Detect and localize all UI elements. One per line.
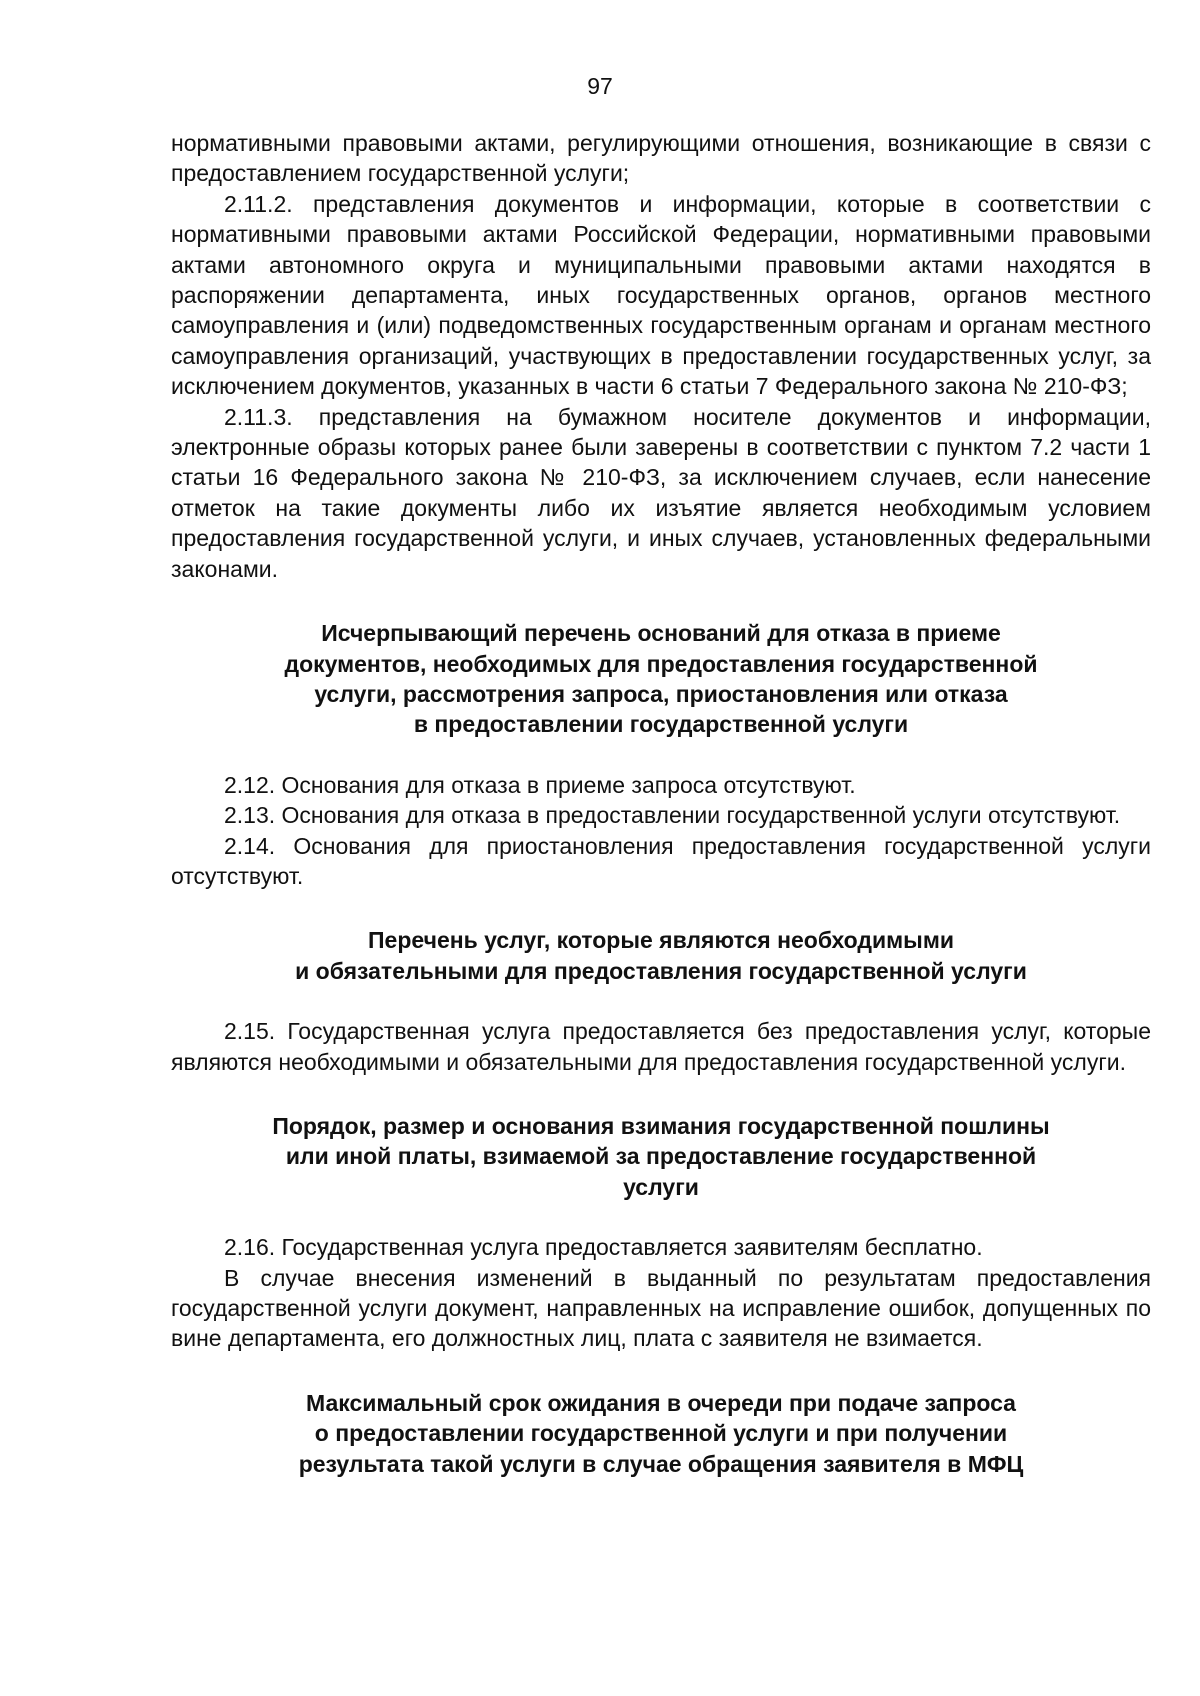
paragraph-2-11-2: 2.11.2. представления документов и информации, которые в соответствии с нормативными правовыми актами Российской Федерации, нормативными правовыми актами автономного округа и муниципальными правовыми актами находятся в распоряжении департамента, иных государственных органов, органов местного самоуправления и (или) подведомственных государственным органам и органам местного самоуправления организаций, участвующих в предоставлении государственных услуг, за исключением документов, указанных в части 6 статьи 7 Федерального закона № 210-ФЗ; <box>171 190 1151 400</box>
heading-line: Порядок, размер и основания взимания государственной пошлины <box>272 1112 1050 1139</box>
section-heading-state-fee <box>171 1111 1151 1202</box>
heading-line: услуги, рассмотрения запроса, приостановления или отказа <box>314 680 1008 707</box>
heading-line: о предоставлении государственной услуги и при получении <box>314 1420 1008 1447</box>
paragraph-2-13: 2.13. Основания для отказа в предоставлении государственной услуги отсутствуют. <box>224 802 1121 829</box>
paragraph-2-14: 2.14. Основания для приостановления предоставления государственной услуги отсутствуют. <box>171 832 1151 889</box>
paragraph-2-15: 2.15. Государственная услуга предоставляется без предоставления услуг, которые являются необходимыми и обязательными для предоставления государственной услуги. <box>171 1018 1151 1075</box>
paragraph-corrections: В случае внесения изменений в выданный по результатам предоставления государственной услуги документ, направленных на исправление ошибок, допущенных по вине департамента, его должностных лиц, плата с заявителя не взимается. <box>171 1264 1151 1352</box>
heading-line: результата такой услуги в случае обращения заявителя в МФЦ <box>298 1450 1024 1477</box>
heading-line: или иной платы, взимаемой за предоставление государственной <box>285 1143 1037 1170</box>
document-body <box>171 128 1151 1479</box>
section-heading-refusal-grounds <box>171 618 1151 740</box>
heading-line: документов, необходимых для предоставления государственной <box>284 650 1038 677</box>
paragraph-2-12: 2.12. Основания для отказа в приеме запроса отсутствуют. <box>224 771 856 798</box>
heading-line: и обязательными для предоставления государственной услуги <box>295 957 1027 984</box>
paragraph-continuation: нормативными правовыми актами, регулирующими отношения, возникающие в связи с предоставлением государственной услуги; <box>171 130 1151 187</box>
heading-line: Перечень услуг, которые являются необходимыми <box>368 927 954 954</box>
heading-line: Исчерпывающий перечень оснований для отказа в приеме <box>321 620 1001 647</box>
section-heading-required-services <box>171 925 1151 986</box>
heading-line: Максимальный срок ожидания в очереди при подаче запроса <box>306 1389 1016 1416</box>
heading-line: в предоставлении государственной услуги <box>413 711 909 738</box>
section-heading-queue-time <box>171 1388 1151 1479</box>
heading-line: услуги <box>623 1173 699 1200</box>
paragraph-2-16: 2.16. Государственная услуга предоставляется заявителям бесплатно. <box>224 1234 983 1261</box>
paragraph-2-11-3: 2.11.3. представления на бумажном носителе документов и информации, электронные образы которых ранее были заверены в соответствии с пунктом 7.2 части 1 статьи 16 Федерального закона № 210-ФЗ, за исключением случаев, если нанесение отметок на такие документы либо их изъятие является необходимым условием предоставления государственной услуги, и иных случаев, установленных федеральными законами. <box>171 403 1151 582</box>
page-number: 97 <box>587 73 613 99</box>
